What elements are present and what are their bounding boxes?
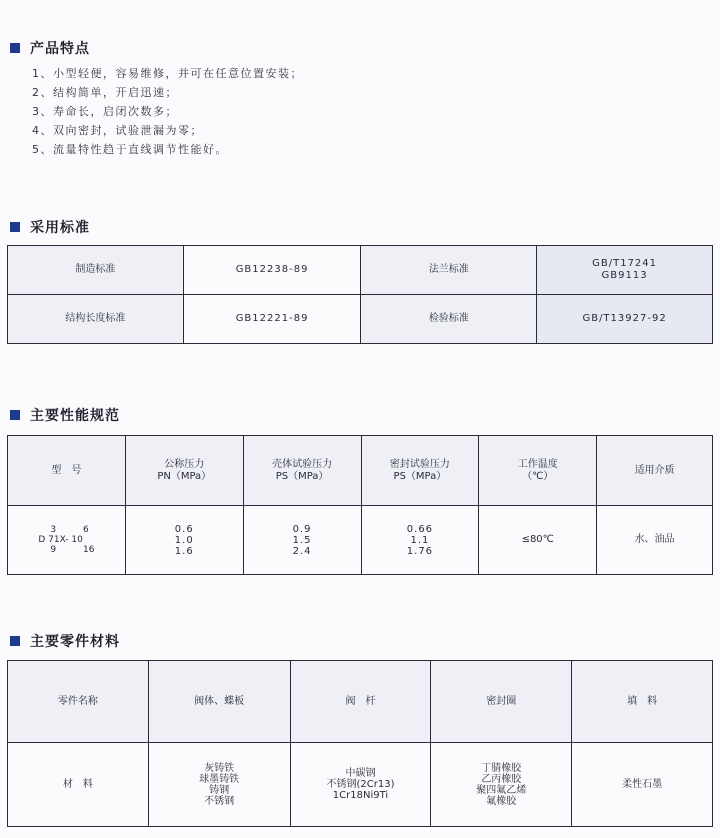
value-line: 不锈钢	[204, 795, 235, 807]
features-list	[32, 64, 303, 159]
header-line: 公称压力	[164, 458, 205, 470]
materials-title-text: 主要零件材料	[30, 634, 120, 650]
header-shell-test-pressure	[243, 436, 361, 506]
feature-item: 1、小型轻便，容易维修，并可在任意位置安装；	[32, 67, 303, 80]
header-line: 壳体试验压力	[272, 458, 333, 470]
value-line: 1.76	[406, 545, 434, 557]
header-line: PN（MPa）	[157, 470, 212, 482]
performance-table	[7, 435, 713, 575]
value-line: 1.6	[174, 545, 194, 557]
model-line: 9 16	[50, 544, 95, 555]
value-line: 不锈钢(2Cr13)	[326, 779, 395, 790]
performance-title-text: 主要性能规范	[30, 408, 120, 424]
standard-label: 制造标准	[8, 246, 184, 295]
standard-value: GB12221-89	[183, 295, 361, 344]
model-value	[8, 506, 126, 575]
seal-ring-materials	[431, 743, 572, 827]
header-line: PS（MPa）	[393, 470, 447, 482]
value-line: 1.5	[292, 534, 312, 546]
table-row	[8, 506, 713, 575]
feature-item: 5、流量特性趋于直线调节性能好。	[32, 143, 228, 156]
feature-item: 2、结构简单，开启迅速；	[32, 86, 178, 99]
standard-value-line: GB9113	[601, 270, 648, 281]
value-line: 聚四氟乙烯	[476, 784, 527, 796]
header-working-temperature	[479, 436, 597, 506]
feature-item: 3、寿命长，启闭次数多；	[32, 105, 178, 118]
header-medium: 适用介质	[597, 436, 713, 506]
standard-value	[537, 246, 713, 295]
value-line: 0.66	[406, 523, 434, 535]
header-seal-test-pressure	[361, 436, 479, 506]
value-line: 氟橡胶	[486, 795, 517, 807]
header-model: 型 号	[8, 436, 126, 506]
materials-section-title	[10, 631, 120, 651]
value-line: 1.1	[410, 534, 430, 546]
seal-pressure-values	[361, 506, 479, 575]
standards-section-title	[10, 217, 90, 237]
model-line: 3 6	[50, 524, 89, 535]
header-line: PS（MPa）	[275, 470, 329, 482]
value-line: 2.4	[292, 545, 312, 557]
value-line: 乙丙橡胶	[481, 773, 522, 785]
table-header-row	[8, 661, 713, 743]
nominal-pressure-values	[125, 506, 243, 575]
value-line: 铸钢	[209, 784, 230, 796]
packing-material: 柔性石墨	[572, 743, 713, 827]
square-bullet-icon	[10, 410, 20, 420]
shell-pressure-values	[243, 506, 361, 575]
value-line: 0.6	[174, 523, 194, 535]
header-body-disc: 阀体、蝶板	[148, 661, 290, 743]
header-line: 密封试验压力	[389, 458, 450, 470]
features-title-text: 产品特点	[30, 41, 90, 57]
feature-item: 4、双向密封，试验泄漏为零；	[32, 124, 203, 137]
standard-label: 检验标准	[361, 295, 537, 344]
value-line: 中碳钢	[345, 768, 376, 779]
header-line: （℃）	[522, 470, 554, 482]
value-line: 0.9	[292, 523, 312, 535]
header-part-name: 零件名称	[8, 661, 149, 743]
features-section-title	[10, 38, 90, 58]
table-header-row	[8, 436, 713, 506]
table-row	[8, 295, 713, 344]
header-packing: 填 料	[572, 661, 713, 743]
standard-label: 结构长度标准	[8, 295, 184, 344]
value-line: 丁腈橡胶	[481, 762, 522, 774]
square-bullet-icon	[10, 43, 20, 53]
table-row	[8, 246, 713, 295]
header-seal-ring: 密封圈	[431, 661, 572, 743]
standard-value: GB/T13927-92	[537, 295, 713, 344]
header-stem: 阀 杆	[290, 661, 431, 743]
medium-value: 水、油品	[597, 506, 713, 575]
body-materials	[148, 743, 290, 827]
square-bullet-icon	[10, 636, 20, 646]
header-nominal-pressure	[125, 436, 243, 506]
value-line: 球墨铸铁	[199, 773, 240, 785]
table-row	[8, 743, 713, 827]
material-label: 材 料	[8, 743, 149, 827]
standards-title-text: 采用标准	[30, 220, 90, 236]
materials-table	[7, 660, 713, 827]
model-designation	[38, 525, 94, 555]
standard-value-line: GB/T17241	[592, 258, 658, 269]
value-line: 灰铸铁	[204, 762, 235, 774]
value-line: 1Cr18Ni9Ti	[332, 790, 389, 801]
temperature-value: ≤80℃	[479, 506, 597, 575]
standard-value: GB12238-89	[183, 246, 361, 295]
standards-table	[7, 245, 713, 344]
stem-materials	[290, 743, 431, 827]
model-line: D 71X- 10	[38, 534, 83, 545]
header-line: 工作温度	[517, 458, 558, 470]
standard-label: 法兰标准	[361, 246, 537, 295]
value-line: 1.0	[174, 534, 194, 546]
square-bullet-icon	[10, 222, 20, 232]
performance-section-title	[10, 405, 120, 425]
